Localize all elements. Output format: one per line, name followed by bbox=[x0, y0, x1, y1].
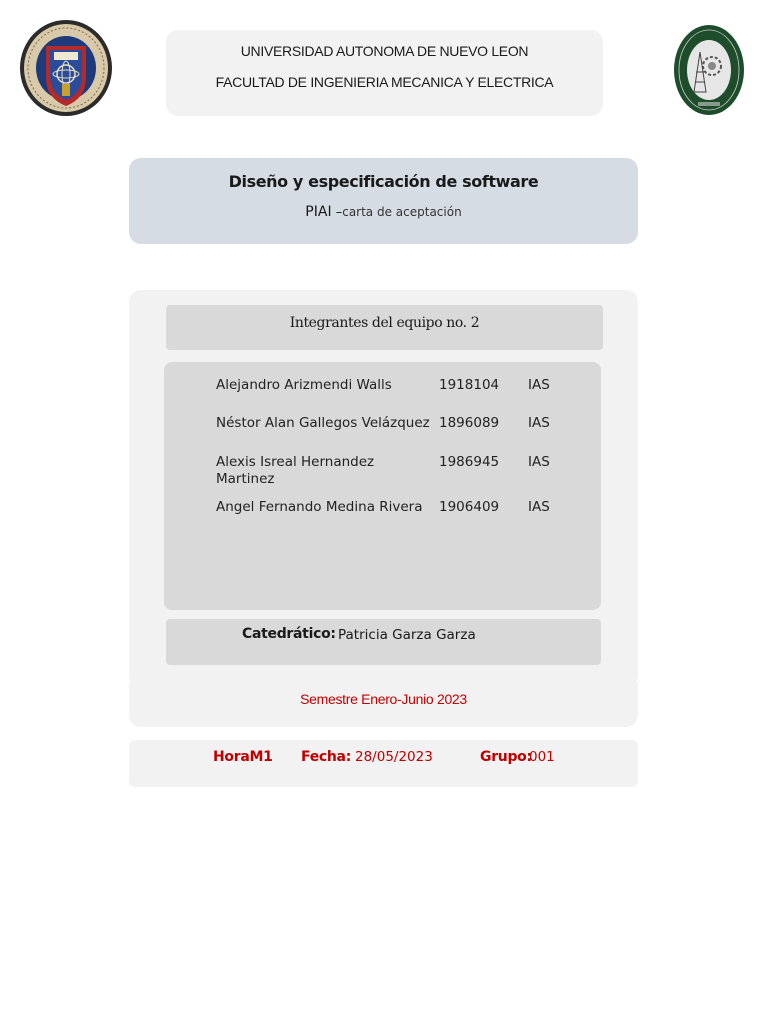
members-list bbox=[164, 362, 601, 610]
member-id: 1918104 bbox=[439, 377, 500, 393]
member-name: Angel Fernando Medina Rivera bbox=[216, 499, 423, 515]
member-career: IAS bbox=[528, 415, 550, 431]
teacher-label: Catedrático: bbox=[242, 626, 336, 642]
member-name: Alejandro Arizmendi Walls bbox=[216, 377, 392, 393]
fime-seal-icon bbox=[672, 22, 746, 118]
member-id: 1896089 bbox=[439, 415, 500, 431]
semester-text: Semestre Enero-Junio 2023 bbox=[300, 691, 467, 707]
university-name: UNIVERSIDAD AUTONOMA DE NUEVO LEON bbox=[240, 43, 529, 59]
course-header bbox=[129, 158, 638, 244]
member-career: IAS bbox=[528, 454, 550, 470]
course-subtitle bbox=[129, 204, 638, 220]
course-title: Diseño y especificación de software bbox=[228, 172, 539, 191]
member-career: IAS bbox=[528, 499, 550, 515]
teacher-name: Patricia Garza Garza bbox=[338, 627, 476, 643]
subtitle-dash: – bbox=[335, 205, 343, 220]
uanl-seal-icon bbox=[18, 18, 114, 118]
piai-label: PIAI bbox=[305, 204, 332, 220]
faculty-name: FACULTAD DE INGENIERIA MECANICA Y ELECTRICA bbox=[215, 74, 554, 90]
member-name: Alexis Isreal Hernandez Martinez bbox=[216, 454, 375, 487]
grupo-label: Grupo: bbox=[480, 749, 532, 765]
semester-box bbox=[129, 682, 638, 727]
grupo-value: 001 bbox=[529, 749, 555, 765]
member-id: 1986945 bbox=[439, 454, 500, 470]
fecha-label: Fecha: bbox=[301, 749, 352, 765]
meta-info bbox=[129, 740, 638, 787]
teacher-box bbox=[166, 619, 601, 665]
institution-header bbox=[166, 30, 603, 116]
fecha-value: 28/05/2023 bbox=[355, 749, 433, 765]
team-title: Integrantes del equipo no. 2 bbox=[289, 315, 480, 331]
hora-label: HoraM1 bbox=[213, 749, 273, 765]
team-title-box bbox=[166, 305, 603, 350]
member-career: IAS bbox=[528, 377, 550, 393]
member-id: 1906409 bbox=[439, 499, 500, 515]
member-name: Néstor Alan Gallegos Velázquez bbox=[216, 415, 430, 431]
subtitle-text: carta de aceptación bbox=[342, 205, 462, 219]
